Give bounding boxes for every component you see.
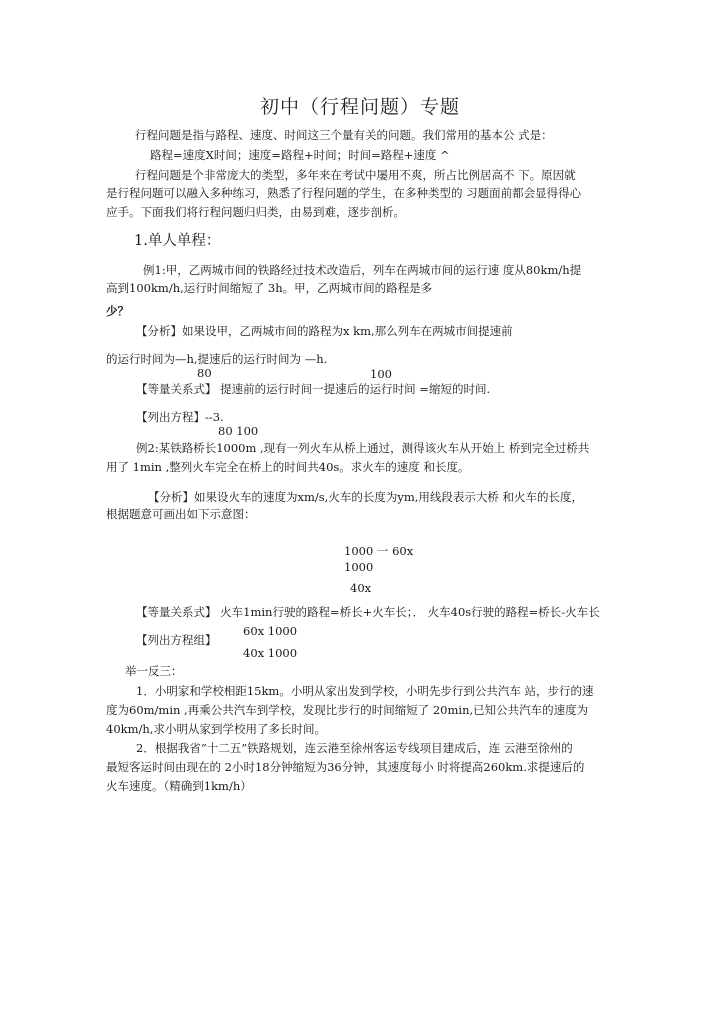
example2-line-2: 用了 1min ,整列火车完全在桥上的时间共40s。求火车的速度 和长度。 — [106, 460, 470, 474]
intro-line-4: 是行程问题可以融入多种练习，熟悉了行程问题的学生，在多种类型的 习题面前都会显得得心 — [106, 186, 582, 200]
example1-relation: 【等量关系式】 提速前的运行时间一提速后的运行时间 =缩短的时间. — [136, 382, 491, 396]
intro-line-1: 行程问题是指与路程、速度、时间这三个量有关的问题。我们常用的基本公 式是： — [135, 128, 553, 142]
practice-1-line-3: 40km/h,求小明从家到学校用了多长时间。 — [106, 722, 326, 736]
example2-relation: 【等量关系式】 火车1min行驶的路程=桥长+火车长；． 火车40s行驶的路程=桥长-火车长 — [136, 605, 600, 619]
intro-line-5: 应手。下面我们将行程问题归归类，由易到难，逐步剖析。 — [106, 205, 405, 219]
practice-1-line-2: 度为60m/min ,再乘公共汽车到学校，发现比步行的时间缩短了 20min,已知公共汽车的速度为 — [106, 703, 589, 717]
practice-1-line-1: 1．小明家和学校相距15km。小明从家出发到学校，小明先步行到公共汽车 站，步行的速 — [136, 684, 594, 698]
example1-line-3: 少？ — [106, 304, 129, 318]
fraction-denominator-80: 80 — [197, 366, 212, 380]
equation-denominators: 80 100 — [218, 424, 259, 438]
page-title: 初中（行程问题）专题 — [259, 96, 460, 118]
system-label: 【列出方程组】 — [136, 633, 217, 647]
fraction-denominator-100: 100 — [370, 367, 392, 381]
example1-equation: 【列出方程】--3. — [136, 410, 224, 424]
system-equation-1: 60x 1000 — [243, 624, 298, 638]
diagram-label-1: 1000 一 60x — [344, 544, 414, 558]
intro-line-3: 行程问题是个非常庞大的类型，多年来在考试中屡用不爽，所占比例居高不 下。原因就 — [135, 168, 576, 182]
example1-analysis-1: 【分析】如果设甲，乙两城市间的路程为x km,那么列车在两城市间提速前 — [136, 324, 513, 338]
example1-analysis-2: 的运行时间为—h,提速后的运行时间为 —h. — [106, 352, 328, 366]
example2-analysis-1: 【分析】如果设火车的速度为xm/s,火车的长度为ym,用线段表示大桥 和火车的长度， — [148, 490, 584, 504]
example1-line-1: 例1:甲，乙两城市间的铁路经过技术改造后，列车在两城市间的运行速 度从80km/h提 — [143, 263, 582, 277]
practice-header: 举一反三： — [125, 664, 183, 678]
section-heading: 1.单人单程： — [134, 233, 221, 249]
practice-2-line-2: 最短客运时间由现在的 2小时18分钟缩短为36分钟，其速度每小 时将提高260km.求提速后的 — [106, 760, 585, 774]
example1-line-2: 高到100km/h,运行时间缩短了 3h。甲，乙两城市间的路程是多 — [106, 281, 433, 295]
practice-2-line-3: 火车速度。（精确到1km/h） — [106, 779, 252, 793]
diagram-label-3: 40x — [350, 581, 372, 595]
practice-2-line-1: 2．根据我省“十二五”铁路规划，连云港至徐州客运专线项目建成后，连 云港至徐州的 — [136, 741, 573, 755]
example2-line-1: 例2:某铁路桥长1000m ,现有一列火车从桥上通过，测得该火车从开始上 桥到完全过桥共 — [136, 441, 590, 455]
diagram-label-2: 1000 — [344, 560, 374, 574]
example2-analysis-2: 根据题意可画出如下示意图： — [106, 507, 256, 521]
system-equation-2: 40x 1000 — [243, 646, 298, 660]
formula-line: 路程=速度X时间；速度=路程+时间；时间=路程+速度 ^ — [150, 148, 450, 162]
